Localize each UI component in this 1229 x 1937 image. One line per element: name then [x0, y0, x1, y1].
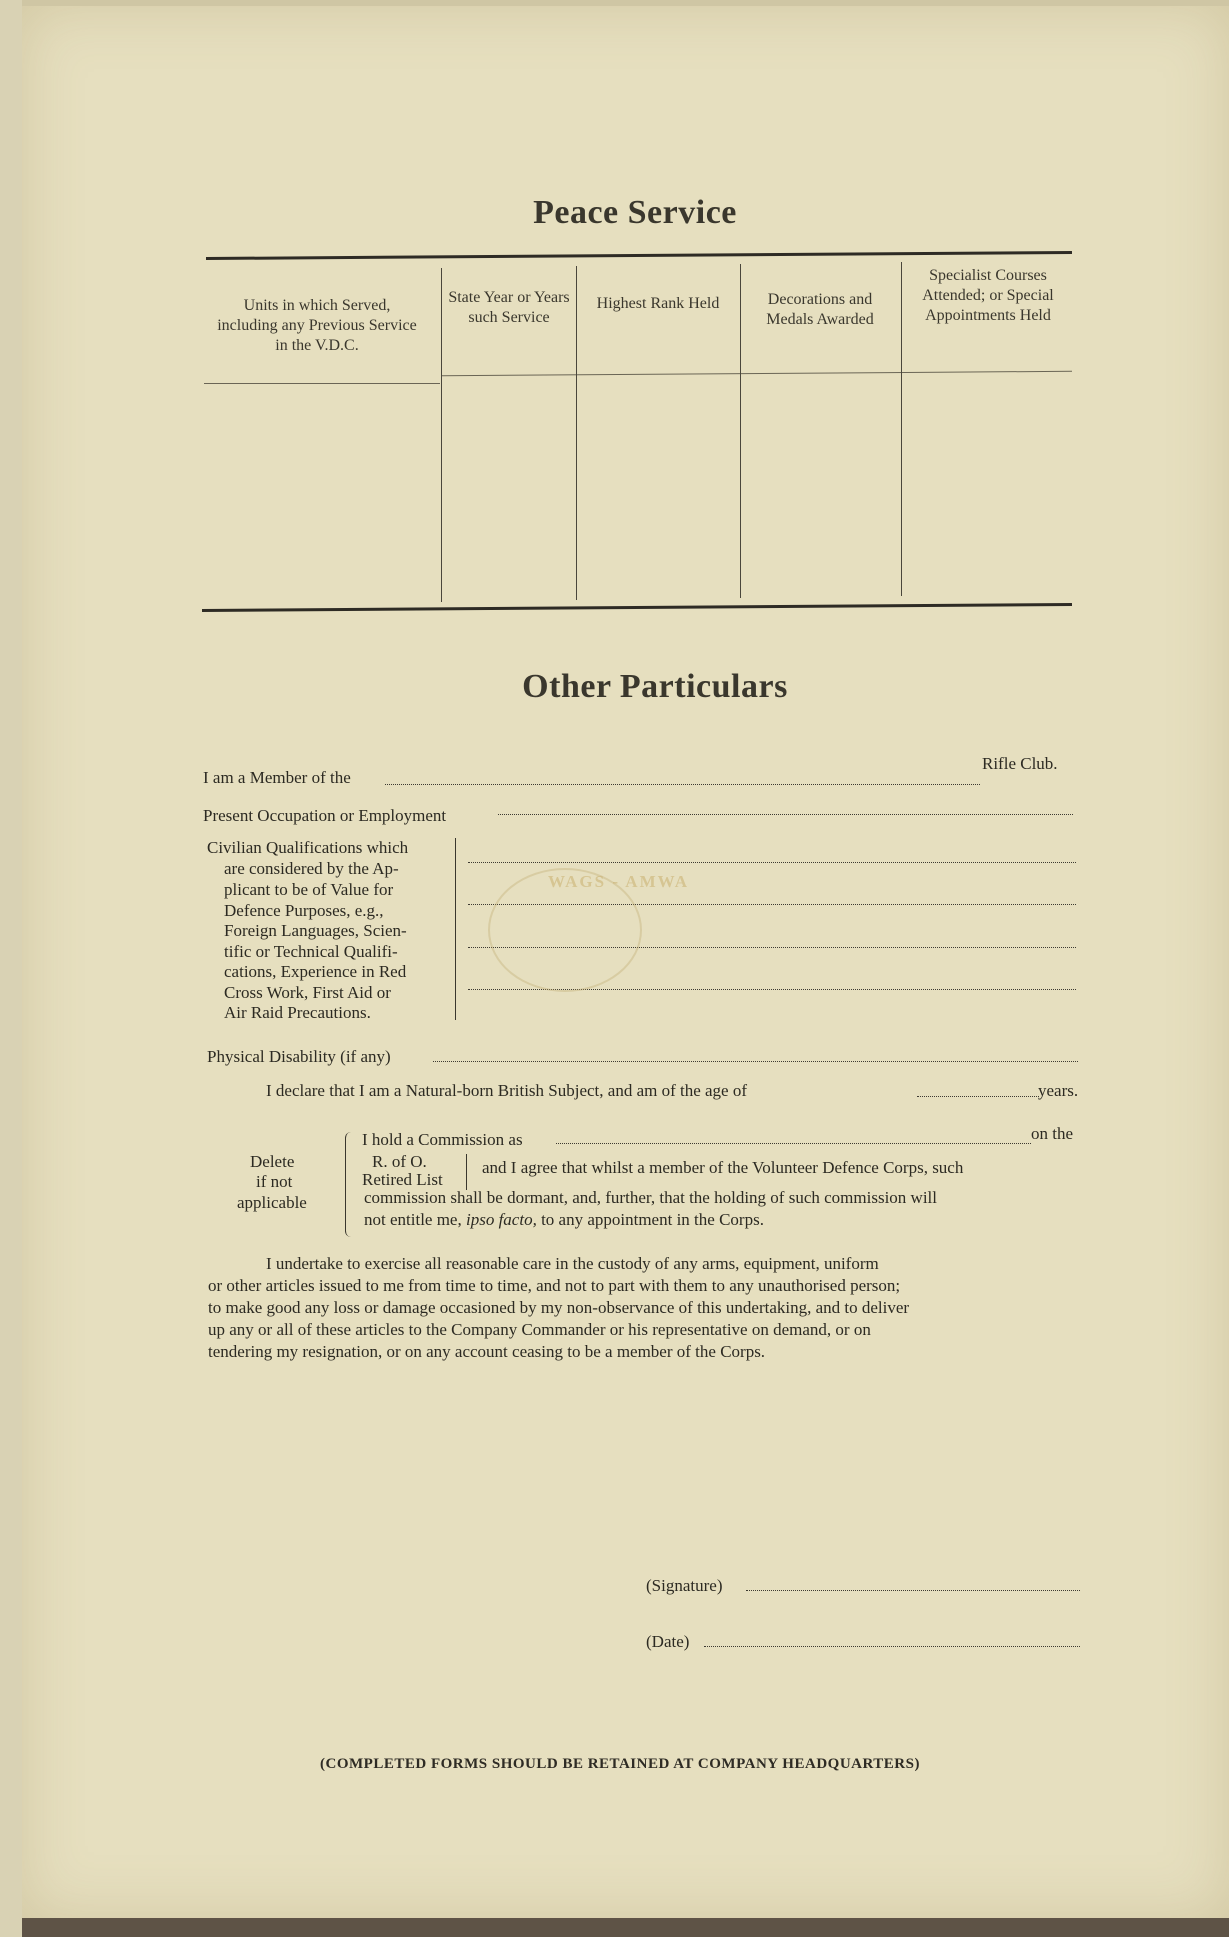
paper-edge-bottom: [22, 1918, 1229, 1937]
undertake-line: up any or all of these articles to the Company Commander or his representative on demand, or on: [208, 1320, 871, 1339]
column-header-units: Units in which Served, including any Previous Service in the V.D.C.: [217, 297, 417, 354]
civilian-qual-line: Civilian Qualifications which: [207, 838, 409, 857]
column-header-decorations: Decorations and Medals Awarded: [766, 291, 874, 328]
entitle-text-a: not entitle me,: [364, 1210, 466, 1229]
column-divider: [901, 262, 902, 596]
brace-icon: [345, 1132, 351, 1237]
column-header-specialist: Specialist Courses Attended; or Special Appointments Held: [922, 267, 1054, 324]
agree-text: and I agree that whilst a member of the Volunteer Defence Corps, such: [482, 1158, 964, 1177]
civilian-qual-line: Cross Work, First Aid or: [224, 983, 391, 1002]
declaration-suffix: years.: [1038, 1081, 1079, 1100]
entitle-italic: ipso facto,: [465, 1210, 537, 1229]
civilian-qual-line: Defence Purposes, e.g.,: [224, 901, 384, 920]
disability-label: Physical Disability (if any): [207, 1047, 391, 1066]
delete-label: if not: [256, 1172, 293, 1191]
civilian-qual-line: Foreign Languages, Scien-: [224, 921, 407, 940]
disability-field[interactable]: [433, 1060, 1078, 1062]
dormant-text: commission shall be dormant, and, further, that the holding of such commission will: [364, 1188, 937, 1207]
declaration-text: I declare that I am a Natural-born British Subject, and am of the age of: [266, 1081, 748, 1100]
signature-label: (Signature): [646, 1576, 723, 1595]
undertake-line: tendering my resignation, or on any account ceasing to be a member of the Corps.: [208, 1342, 766, 1361]
column-header-years: State Year or Years such Service: [448, 289, 570, 326]
commission-suffix: on the: [1031, 1124, 1074, 1143]
civilian-qual-line: cations, Experience in Red: [224, 962, 407, 981]
brace-icon: [455, 838, 460, 1020]
watermark-text: WAGS - AMWA: [548, 872, 690, 891]
civilian-qual-line: are considered by the Ap-: [224, 859, 399, 878]
column-divider: [740, 264, 741, 598]
delete-label: Delete: [250, 1152, 295, 1171]
column-divider: [441, 268, 442, 602]
undertake-line: to make good any loss or damage occasioned by my non-observance of this undertaking, and to deliver: [208, 1298, 910, 1317]
brace-icon: [462, 1154, 467, 1190]
entitle-text: [364, 1210, 764, 1230]
retired-list-label: Retired List: [362, 1170, 443, 1189]
peace-service-title: Peace Service: [533, 194, 737, 231]
ro-label: R. of O.: [372, 1152, 427, 1171]
civilian-qual-line: Air Raid Precautions.: [224, 1003, 371, 1022]
occupation-field[interactable]: [498, 813, 1073, 815]
undertake-line: or other articles issued to me from time to time, and not to part with them to any unauthorised person;: [208, 1276, 901, 1295]
signature-field[interactable]: [746, 1589, 1080, 1591]
age-field[interactable]: [917, 1095, 1039, 1097]
member-field[interactable]: [385, 783, 980, 785]
footer-note: (COMPLETED FORMS SHOULD BE RETAINED AT COMPANY HEADQUARTERS): [320, 1756, 920, 1772]
member-label: I am a Member of the: [203, 768, 351, 787]
other-particulars-title: Other Particulars: [522, 668, 788, 705]
commission-label: I hold a Commission as: [362, 1130, 523, 1149]
commission-field[interactable]: [556, 1142, 1031, 1144]
civilian-qual-line: tific or Technical Qualifi-: [224, 942, 398, 961]
member-suffix: Rifle Club.: [982, 754, 1058, 773]
column-header-rank: Highest Rank Held: [596, 295, 720, 312]
entitle-text-b: to any appointment in the Corps.: [536, 1210, 764, 1229]
date-label: (Date): [646, 1632, 690, 1651]
civilian-qual-line: plicant to be of Value for: [224, 880, 394, 899]
delete-label: applicable: [237, 1193, 307, 1212]
undertake-line: I undertake to exercise all reasonable care in the custody of any arms, equipment, uniform: [266, 1254, 879, 1273]
paper-edge-left: [0, 0, 22, 1937]
qualification-field[interactable]: [468, 861, 1076, 863]
column-divider: [576, 266, 577, 600]
date-field[interactable]: [704, 1645, 1080, 1647]
occupation-label: Present Occupation or Employment: [203, 806, 447, 825]
header-rule: [204, 383, 440, 384]
